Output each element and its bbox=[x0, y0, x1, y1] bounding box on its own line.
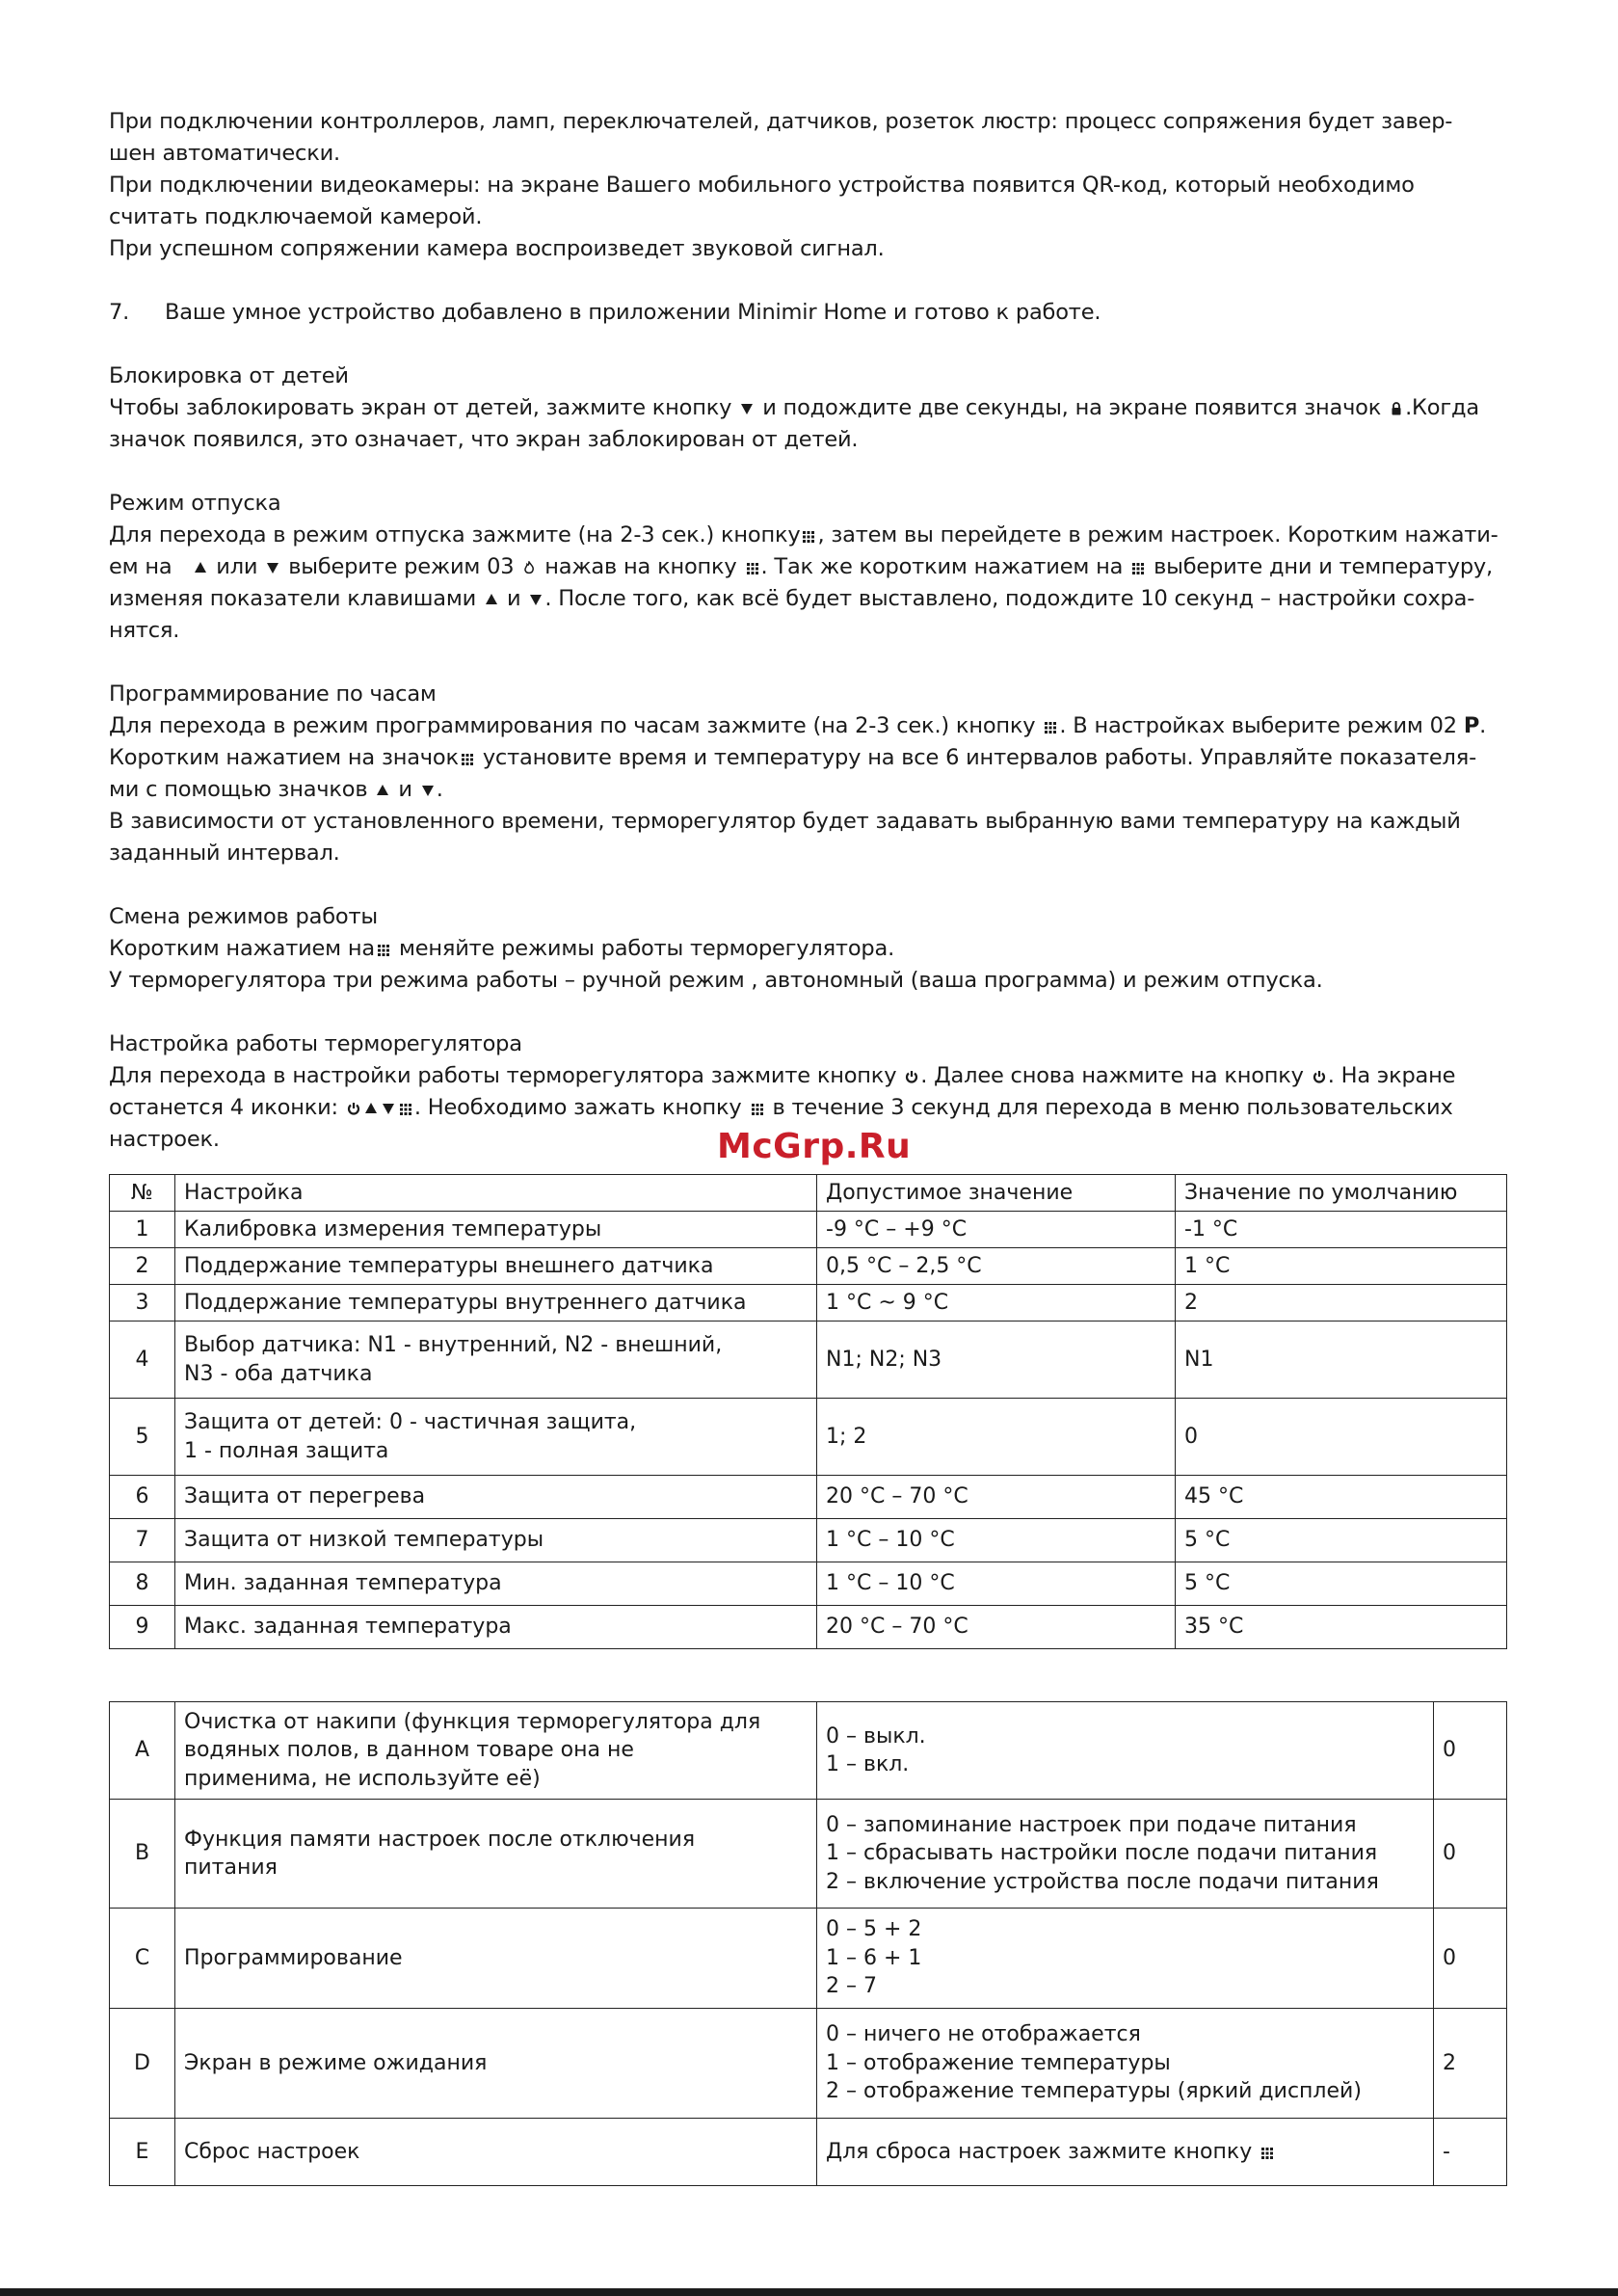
step-number: 7. bbox=[109, 300, 130, 325]
setting-name: Защита от низкой температуры bbox=[175, 1519, 817, 1562]
grid-icon bbox=[461, 752, 474, 765]
lock-icon bbox=[1390, 402, 1403, 415]
header-cell: Значение по умолчанию bbox=[1176, 1175, 1507, 1212]
table-row bbox=[110, 1285, 1507, 1322]
setting-range: 1 °C ~ 9 °C bbox=[817, 1285, 1176, 1322]
triangle-down-icon bbox=[266, 561, 279, 574]
setting-range: N1; N2; N3 bbox=[817, 1322, 1176, 1399]
section-title-hourly: Программирование по часам bbox=[109, 681, 437, 707]
table-row bbox=[110, 2009, 1507, 2119]
header-cell: № bbox=[110, 1175, 175, 1212]
setting-range: 20 °C – 70 °C bbox=[817, 1476, 1176, 1519]
table-row bbox=[110, 1212, 1507, 1248]
grid-icon bbox=[802, 529, 815, 543]
setting-name: Защита от детей: 0 - частичная защита, 1 - полная защита bbox=[175, 1399, 817, 1476]
setting-default: - bbox=[1434, 2119, 1507, 2186]
hourly-text: Для перехода в режим программирования по часам зажмите (на 2-3 сек.) кнопку . В настройках выберите режим 02 P. bbox=[109, 713, 1487, 738]
hourly-text: Коротким нажатием на значок установите время и температуру на все 6 интервалов работы. Управляйте показателя- bbox=[109, 745, 1476, 770]
table-row bbox=[110, 1519, 1507, 1562]
table-row bbox=[110, 1322, 1507, 1399]
setting-default: -1 °C bbox=[1176, 1212, 1507, 1248]
setting-values: 0 – выкл. 1 – вкл. bbox=[817, 1702, 1434, 1800]
row-id: B bbox=[110, 1800, 175, 1909]
setting-default: 2 bbox=[1176, 1285, 1507, 1322]
row-id: A bbox=[110, 1702, 175, 1800]
setting-range: -9 °C – +9 °C bbox=[817, 1212, 1176, 1248]
grid-icon bbox=[399, 1102, 412, 1115]
row-number: 7 bbox=[110, 1519, 175, 1562]
header-cell: Настройка bbox=[175, 1175, 817, 1212]
setting-name: Поддержание температуры внутреннего датчика bbox=[175, 1285, 817, 1322]
setting-name: Экран в режиме ожидания bbox=[175, 2009, 817, 2119]
extra-settings-table bbox=[109, 1701, 1507, 2186]
grid-icon bbox=[751, 1102, 764, 1115]
power-icon bbox=[347, 1102, 360, 1115]
program-p-symbol: P bbox=[1463, 713, 1480, 738]
setting-values: Для сброса настроек зажмите кнопку bbox=[817, 2119, 1434, 2186]
grid-icon bbox=[1044, 720, 1057, 734]
table-row bbox=[110, 1702, 1507, 1800]
row-number: 4 bbox=[110, 1322, 175, 1399]
row-number: 9 bbox=[110, 1606, 175, 1649]
setting-default: N1 bbox=[1176, 1322, 1507, 1399]
setup-text: останется 4 иконки: . Необходимо зажать кнопку в течение 3 секунд для перехода в меню пользовательских bbox=[109, 1095, 1453, 1120]
setting-name: Мин. заданная температура bbox=[175, 1562, 817, 1606]
setting-range: 1 °C – 10 °C bbox=[817, 1519, 1176, 1562]
triangle-down-icon bbox=[382, 1102, 395, 1115]
child-lock-text: Чтобы заблокировать экран от детей, зажмите кнопку и подождите две секунды, на экране появится значок .Когда bbox=[109, 395, 1479, 420]
hourly-text: заданный интервал. bbox=[109, 841, 340, 866]
step-7 bbox=[109, 297, 1506, 329]
setting-name: Поддержание температуры внешнего датчика bbox=[175, 1248, 817, 1285]
section-title-setup: Настройка работы терморегулятора bbox=[109, 1031, 522, 1056]
setting-name: Сброс настроек bbox=[175, 2119, 817, 2186]
setting-name: Программирование bbox=[175, 1909, 817, 2009]
intro-line: При подключении видеокамеры: на экране Вашего мобильного устройства появится QR-код, который необходимо bbox=[109, 173, 1415, 198]
setting-default: 2 bbox=[1434, 2009, 1507, 2119]
table-row bbox=[110, 1248, 1507, 1285]
setting-name: Выбор датчика: N1 - внутренний, N2 - внешний, N3 - оба датчика bbox=[175, 1322, 817, 1399]
table-row bbox=[110, 1562, 1507, 1606]
power-icon bbox=[1313, 1070, 1326, 1083]
row-id: E bbox=[110, 2119, 175, 2186]
triangle-down-icon bbox=[740, 402, 754, 415]
setting-default: 5 °C bbox=[1176, 1519, 1507, 1562]
intro-line: При успешном сопряжении камера воспроизведет звуковой сигнал. bbox=[109, 236, 885, 261]
table-row bbox=[110, 1399, 1507, 1476]
triangle-down-icon bbox=[529, 593, 543, 606]
setting-name: Очистка от накипи (функция терморегулятора для водяных полов, в данном товаре она не применима, не используйте её) bbox=[175, 1702, 817, 1800]
settings-table bbox=[109, 1174, 1507, 1649]
setting-values: 0 – запоминание настроек при подаче питания 1 – сбрасывать настройки после подачи питания 2 – включение устройства после подачи питания bbox=[817, 1800, 1434, 1909]
table-row bbox=[110, 1606, 1507, 1649]
intro-line: считать подключаемой камерой. bbox=[109, 204, 483, 229]
grid-icon bbox=[1260, 2146, 1274, 2159]
setting-range: 20 °C – 70 °C bbox=[817, 1606, 1176, 1649]
setting-range: 0,5 °C – 2,5 °C bbox=[817, 1248, 1176, 1285]
step-text: Ваше умное устройство добавлено в приложении Minimir Home и готово к работе. bbox=[165, 300, 1101, 325]
row-id: D bbox=[110, 2009, 175, 2119]
hourly-text: ми с помощью значков и . bbox=[109, 777, 443, 802]
intro-line: При подключении контроллеров, ламп, переключателей, датчиков, розеток люстр: процесс сопряжения будет завер- bbox=[109, 109, 1453, 134]
setting-default: 0 bbox=[1434, 1909, 1507, 2009]
table-row bbox=[110, 1800, 1507, 1909]
setup-text: Для перехода в настройки работы терморегулятора зажмите кнопку . Далее снова нажмите на кнопку . На экране bbox=[109, 1063, 1456, 1088]
setting-name: Функция памяти настроек после отключения питания bbox=[175, 1800, 817, 1909]
table-row bbox=[110, 1476, 1507, 1519]
row-number: 2 bbox=[110, 1248, 175, 1285]
header-cell: Допустимое значение bbox=[817, 1175, 1176, 1212]
child-lock-text: значок появился, это означает, что экран заблокирован от детей. bbox=[109, 427, 859, 452]
vacation-text: нятся. bbox=[109, 618, 180, 643]
vacation-text: изменяя показатели клавишами и . После того, как всё будет выставлено, подождите 10 секунд – настройки сохра- bbox=[109, 586, 1475, 611]
setting-default: 0 bbox=[1434, 1702, 1507, 1800]
document-page bbox=[109, 106, 1506, 1156]
setting-default: 0 bbox=[1176, 1399, 1507, 1476]
hourly-text: В зависимости от установленного времени, терморегулятор будет задавать выбранную вами температуру на каждый bbox=[109, 809, 1461, 834]
watermark: McGrp.Ru bbox=[717, 1127, 912, 1166]
section-title-child-lock: Блокировка от детей bbox=[109, 363, 349, 388]
setting-default: 1 °C bbox=[1176, 1248, 1507, 1285]
row-number: 5 bbox=[110, 1399, 175, 1476]
grid-icon bbox=[377, 943, 390, 956]
triangle-up-icon bbox=[485, 593, 498, 606]
table-row bbox=[110, 1909, 1507, 2009]
triangle-up-icon bbox=[364, 1102, 378, 1115]
grid-icon bbox=[746, 561, 759, 574]
intro-line: шен автоматически. bbox=[109, 141, 340, 166]
setup-text: настроек. bbox=[109, 1127, 220, 1152]
setting-default: 45 °C bbox=[1176, 1476, 1507, 1519]
table-row bbox=[110, 2119, 1507, 2186]
grid-icon bbox=[1131, 561, 1145, 574]
flame-icon bbox=[522, 561, 536, 574]
modes-text: Коротким нажатием на меняйте режимы работы терморегулятора. bbox=[109, 936, 895, 961]
setting-default: 35 °C bbox=[1176, 1606, 1507, 1649]
row-id: C bbox=[110, 1909, 175, 2009]
triangle-up-icon bbox=[376, 784, 389, 797]
table-header-row bbox=[110, 1175, 1507, 1212]
row-number: 6 bbox=[110, 1476, 175, 1519]
vacation-text: ем на или выберите режим 03 нажав на кнопку . Так же коротким нажатием на выберите дни и температуру, bbox=[109, 554, 1493, 579]
page-bottom-bar bbox=[0, 2288, 1618, 2296]
setting-default: 0 bbox=[1434, 1800, 1507, 1909]
setting-values: 0 – ничего не отображается 1 – отображение температуры 2 – отображение температуры (яркий дисплей) bbox=[817, 2009, 1434, 2119]
setting-default: 5 °C bbox=[1176, 1562, 1507, 1606]
row-number: 8 bbox=[110, 1562, 175, 1606]
triangle-down-icon bbox=[421, 784, 435, 797]
row-number: 1 bbox=[110, 1212, 175, 1248]
setting-values: 0 – 5 + 2 1 – 6 + 1 2 – 7 bbox=[817, 1909, 1434, 2009]
setting-name: Макс. заданная температура bbox=[175, 1606, 817, 1649]
power-icon bbox=[905, 1070, 918, 1083]
section-title-vacation: Режим отпуска bbox=[109, 491, 281, 516]
vacation-text: Для перехода в режим отпуска зажмите (на 2-3 сек.) кнопку , затем вы перейдете в режим настроек. Коротким нажати- bbox=[109, 522, 1499, 547]
setting-range: 1 °C – 10 °C bbox=[817, 1562, 1176, 1606]
triangle-up-icon bbox=[194, 561, 207, 574]
setting-name: Защита от перегрева bbox=[175, 1476, 817, 1519]
setting-range: 1; 2 bbox=[817, 1399, 1176, 1476]
modes-text: У терморегулятора три режима работы – ручной режим , автономный (ваша программа) и режим отпуска. bbox=[109, 968, 1323, 993]
row-number: 3 bbox=[110, 1285, 175, 1322]
section-title-modes: Смена режимов работы bbox=[109, 904, 378, 929]
setting-name: Калибровка измерения температуры bbox=[175, 1212, 817, 1248]
